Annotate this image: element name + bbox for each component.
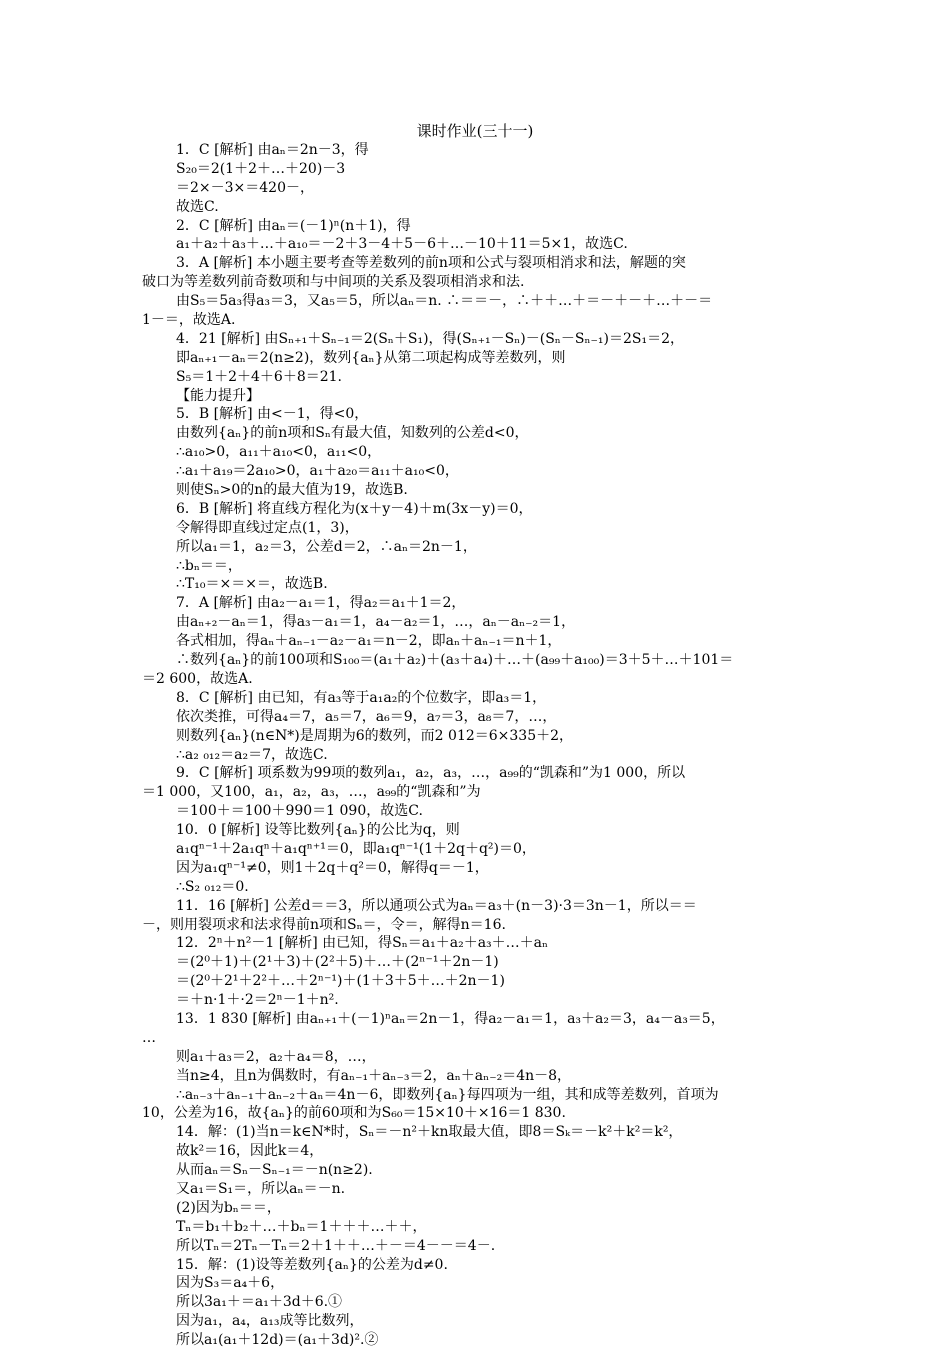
text-line: ∴S₂ ₀₁₂＝0. xyxy=(176,878,249,895)
page-title: 课时作业(三十一) xyxy=(416,122,534,140)
text-line: 【能力提升】 xyxy=(176,387,260,404)
document-body xyxy=(142,141,810,1350)
text-line: 则数列{aₙ}(n∈N*)是周期为6的数列，而2 012＝6×335＋2， xyxy=(176,727,574,744)
text-line: 各式相加，得aₙ＋aₙ₋₁－a₂－a₁＝n－2，即aₙ＋aₙ₋₁＝n＋1， xyxy=(176,633,562,650)
text-line: 当n≥4，且n为偶数时，有aₙ₋₁＋aₙ₋₃＝2，aₙ＋aₙ₋₂＝4n－8， xyxy=(176,1067,572,1084)
text-line: 故k²＝16，因此k＝4， xyxy=(176,1143,324,1160)
text-line: S₂₀＝2(1＋2＋…＋20)－3 xyxy=(176,160,346,177)
text-line: ＝2 600，故选A. xyxy=(142,670,253,687)
text-line: 所以3a₁＋＝a₁＋3d＋6.① xyxy=(176,1294,343,1311)
text-line: … xyxy=(142,1029,156,1046)
text-line: 即aₙ₊₁－aₙ＝2(n≥2)，数列{aₙ}从第二项起构成等差数列，则 xyxy=(176,349,566,366)
text-line: 9．C [解析] 项系数为99项的数列a₁，a₂，a₃，…，a₉₉的“凯森和”为1 000，所以 xyxy=(176,765,686,782)
text-line: 令解得即直线过定点(1，3)， xyxy=(176,519,359,536)
text-line: 15．解：(1)设等差数列{aₙ}的公差为d≠0. xyxy=(176,1256,448,1273)
text-line: ∴a₂ ₀₁₂＝a₂＝7，故选C. xyxy=(176,746,328,763)
text-line: ∴a₁＋a₁₉＝2a₁₀>0，a₁＋a₂₀＝a₁₁＋a₁₀<0， xyxy=(176,463,459,480)
text-line: ＝2×－3×＝420－， xyxy=(176,179,314,196)
text-line: 故选C. xyxy=(176,198,219,215)
text-line: 因为a₁qⁿ⁻¹≠0，则1＋2q＋q²＝0，解得q＝－1， xyxy=(176,859,489,876)
text-line: 因为S₃＝a₄＋6， xyxy=(176,1275,285,1292)
text-line: 14．解：(1)当n＝k∈N*时，Sₙ＝－n²＋kn取最大值，即8＝Sₖ＝－k²＋k²＝k²， xyxy=(176,1124,683,1141)
text-line: 4．21 [解析] 由Sₙ₊₁＋Sₙ₋₁＝2(Sₙ＋S₁)，得(Sₙ₊₁－Sₙ)－(Sₙ－Sₙ₋₁)＝2S₁＝2， xyxy=(176,330,684,347)
text-line: 3．A [解析] 本小题主要考查等差数列的前n项和公式与裂项相消求和法，解题的突 xyxy=(176,255,686,272)
text-line: －，则用裂项求和法求得前n项和Sₙ＝，令＝，解得n＝16. xyxy=(142,916,506,933)
text-line: 所以a₁＝1，a₂＝3，公差d＝2，∴aₙ＝2n－1， xyxy=(176,538,477,555)
text-line: 11．16 [解析] 公差d＝＝3，所以通项公式为aₙ＝a₃＋(n－3)·3＝3n－1，所以＝＝ xyxy=(176,897,697,914)
text-line: 6．B [解析] 将直线方程化为(x＋y－4)＋m(3x－y)＝0， xyxy=(176,500,533,517)
text-line: Tₙ＝b₁＋b₂＋…＋bₙ＝1＋＋＋…＋＋， xyxy=(176,1218,427,1235)
text-line: 由aₙ₊₂－aₙ＝1，得a₃－a₁＝1，a₄－a₂＝1，…，aₙ－aₙ₋₂＝1， xyxy=(176,614,576,631)
text-line: 5．B [解析] 由<－1，得<0， xyxy=(176,406,369,423)
text-line: S₅＝1＋2＋4＋6＋8＝21. xyxy=(176,368,343,385)
text-line: 由数列{aₙ}的前n项和Sₙ有最大值，知数列的公差d<0， xyxy=(176,425,529,442)
text-line: 依次类推，可得a₄＝7，a₅＝7，a₆＝9，a₇＝3，a₈＝7，…， xyxy=(176,708,557,725)
text-line: ∴bₙ＝＝， xyxy=(176,557,242,574)
text-line: 则使Sₙ>0的n的最大值为19，故选B. xyxy=(176,482,408,499)
text-line: 又a₁＝S₁＝，所以aₙ＝－n. xyxy=(176,1180,346,1197)
text-line: 所以a₁(a₁＋12d)＝(a₁＋3d)².② xyxy=(176,1332,379,1349)
text-line: 破口为等差数列前奇数项和与中间项的关系及裂项相消求和法. xyxy=(142,274,525,291)
text-line: 10，公差为16，故{aₙ}的前60项和为S₆₀＝15×10＋×16＝1 830. xyxy=(142,1105,566,1122)
text-line: ＝＋n·1＋·2＝2ⁿ－1＋n². xyxy=(176,992,339,1009)
text-line: 13．1 830 [解析] 由aₙ₊₁＋(－1)ⁿaₙ＝2n－1，得a₂－a₁＝1，a₃＋a₂＝3，a₄－a₃＝5， xyxy=(176,1010,725,1027)
text-line: ∴aₙ₋₃＋aₙ₋₁＋aₙ₋₂＋aₙ＝4n－6，即数列{aₙ}每四项为一组，其和成等差数列，首项为 xyxy=(176,1086,719,1103)
text-line: 从而aₙ＝Sₙ－Sₙ₋₁＝－n(n≥2). xyxy=(176,1162,373,1179)
text-line: (2)因为bₙ＝＝， xyxy=(176,1199,281,1216)
text-line: 1－＝，故选A. xyxy=(142,312,236,329)
text-line: ∴数列{aₙ}的前100项和S₁₀₀＝(a₁＋a₂)＋(a₃＋a₄)＋…＋(a₉₉＋a₁₀₀)＝3＋5＋…＋101＝ xyxy=(176,652,734,669)
text-line: 7．A [解析] 由a₂－a₁＝1，得a₂＝a₁＋1＝2， xyxy=(176,595,466,612)
text-line: ∴T₁₀＝×＝×＝，故选B. xyxy=(176,576,328,593)
text-line: ＝(2⁰＋2¹＋2²＋…＋2ⁿ⁻¹)＋(1＋3＋5＋…＋2n－1) xyxy=(176,973,505,990)
text-line: ＝1 000，又100，a₁，a₂，a₃，…，a₉₉的“凯森和”为 xyxy=(142,784,481,801)
text-line: 8．C [解析] 由已知，有a₃等于a₁a₂的个位数字，即a₃＝1， xyxy=(176,689,547,706)
text-line: 则a₁＋a₃＝2，a₂＋a₄＝8，…， xyxy=(176,1048,376,1065)
text-line: a₁＋a₂＋a₃＋…＋a₁₀＝－2＋3－4＋5－6＋…－10＋11＝5×1，故选C. xyxy=(176,236,628,253)
text-line: 因为a₁，a₄，a₁₃成等比数列， xyxy=(176,1313,364,1330)
text-line: ＝(2⁰＋1)＋(2¹＋3)＋(2²＋5)＋…＋(2ⁿ⁻¹＋2n－1) xyxy=(176,954,499,971)
text-line: 12．2ⁿ＋n²－1 [解析] 由已知，得Sₙ＝a₁＋a₂＋a₃＋…＋aₙ xyxy=(176,935,549,952)
text-line: 2．C [解析] 由aₙ＝(－1)ⁿ(n＋1)，得 xyxy=(176,217,411,234)
text-line: 10．0 [解析] 设等比数列{aₙ}的公比为q，则 xyxy=(176,822,460,839)
text-line: ＝100＋＝100＋990＝1 090，故选C. xyxy=(176,803,423,820)
text-line: 所以Tₙ＝2Tₙ－Tₙ＝2＋1＋＋…＋－＝4－－＝4－. xyxy=(176,1237,496,1254)
text-line: a₁qⁿ⁻¹＋2a₁qⁿ＋a₁qⁿ⁺¹＝0，即a₁qⁿ⁻¹(1＋2q＋q²)＝0， xyxy=(176,840,536,857)
text-line: 由S₅＝5a₃得a₃＝3，又a₅＝5，所以aₙ＝n. ∴＝＝－，∴＋＋…＋＝－＋－＋…＋－＝ xyxy=(176,293,713,310)
text-line: 1．C [解析] 由aₙ＝2n－3，得 xyxy=(176,142,369,158)
text-line: ∴a₁₀>0，a₁₁＋a₁₀<0，a₁₁<0， xyxy=(176,444,382,461)
